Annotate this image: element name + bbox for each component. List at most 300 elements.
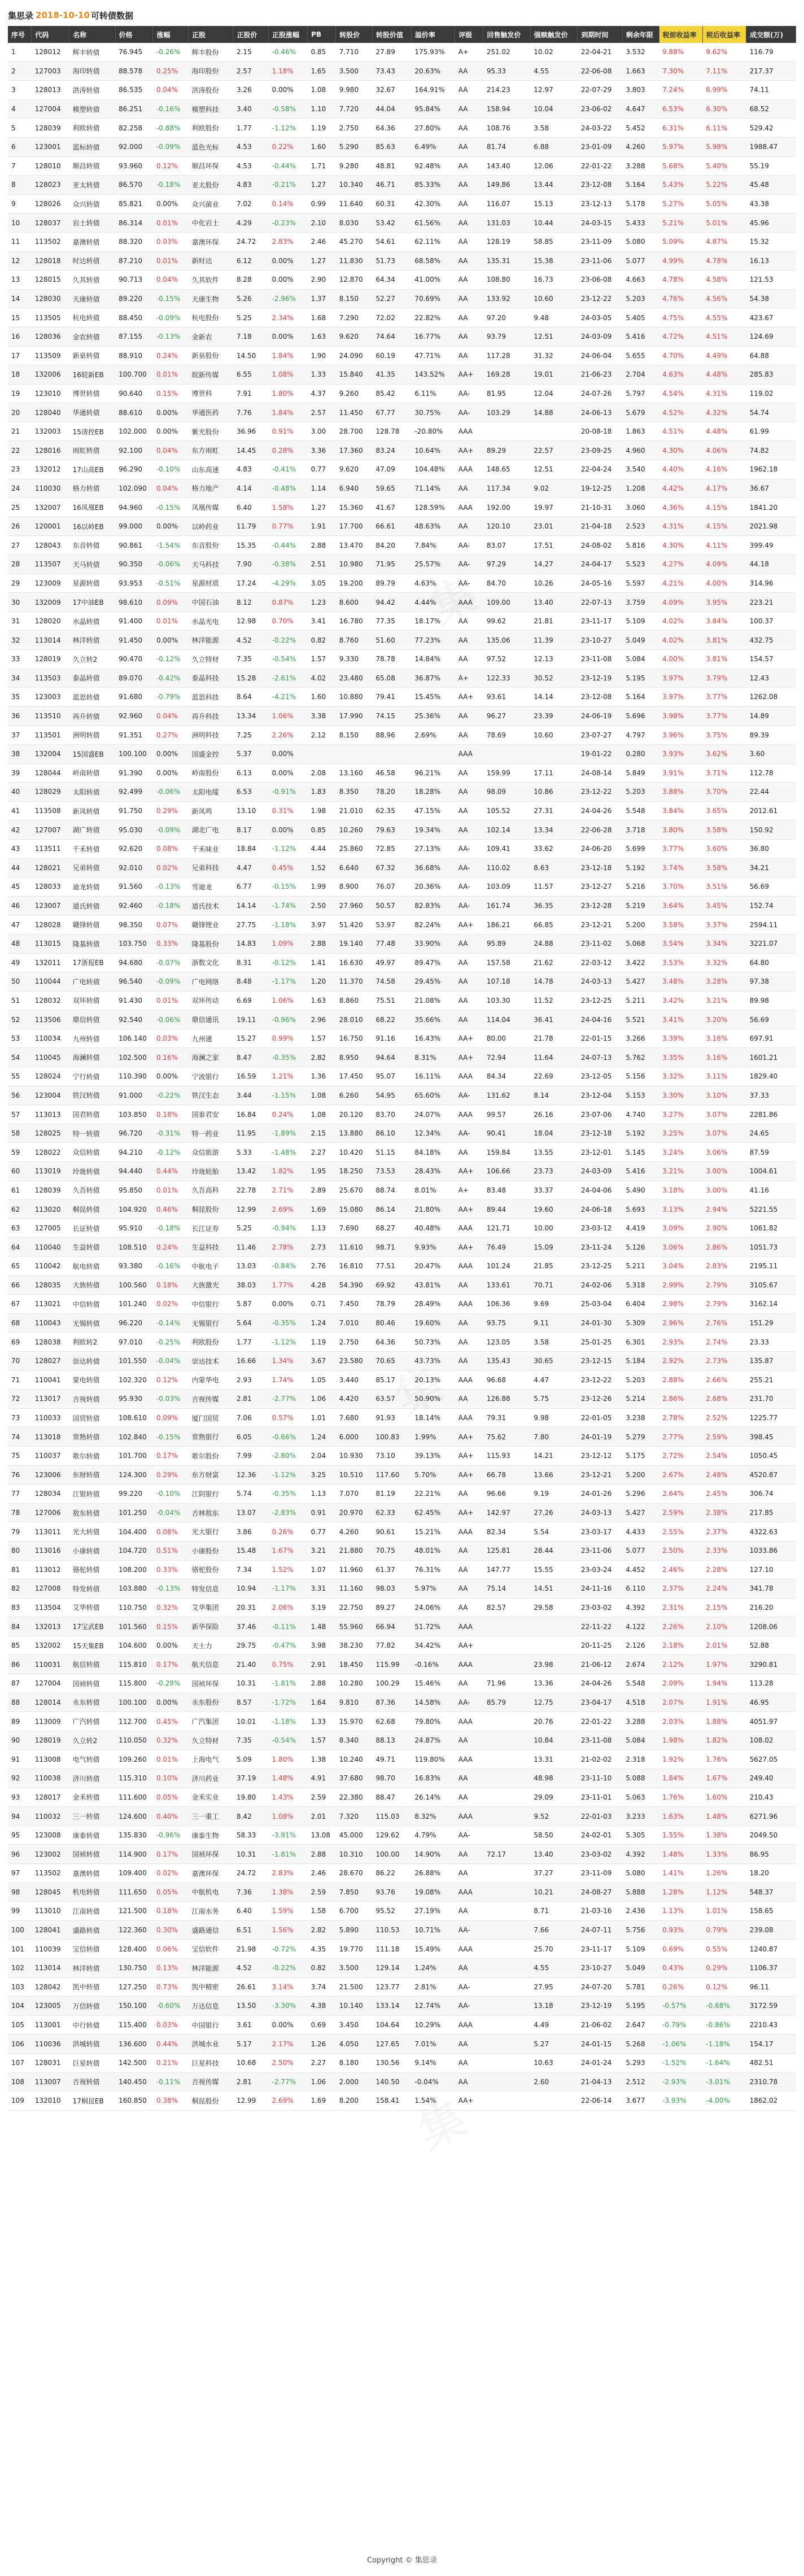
- table-cell[interactable]: 嘉澳转债: [69, 232, 115, 251]
- table-cell[interactable]: 17山高EB: [69, 460, 115, 479]
- column-header[interactable]: 正股: [189, 26, 233, 43]
- table-cell[interactable]: 国泰君安: [189, 1105, 233, 1124]
- table-cell[interactable]: 128016: [32, 441, 69, 460]
- table-row[interactable]: [8, 1940, 796, 1959]
- table-cell[interactable]: 17中油EB: [69, 593, 115, 612]
- table-cell[interactable]: 电气转债: [69, 1750, 115, 1769]
- table-cell[interactable]: 海印股份: [189, 62, 233, 81]
- table-cell[interactable]: 三一重工: [189, 1807, 233, 1826]
- table-cell[interactable]: 132007: [32, 498, 69, 517]
- table-row[interactable]: [8, 498, 796, 517]
- table-cell[interactable]: 新泉股份: [189, 346, 233, 365]
- table-cell[interactable]: 132011: [32, 953, 69, 972]
- table-cell[interactable]: 小康转债: [69, 1541, 115, 1560]
- table-cell[interactable]: 17浙报EB: [69, 953, 115, 972]
- table-row[interactable]: [8, 593, 796, 612]
- table-cell[interactable]: 久立特材: [189, 650, 233, 669]
- table-cell[interactable]: 玲珑轮胎: [189, 1162, 233, 1181]
- table-cell[interactable]: 上海电气: [189, 1750, 233, 1769]
- table-cell[interactable]: 128017: [32, 1788, 69, 1807]
- table-cell[interactable]: 利欧转债: [69, 119, 115, 138]
- table-cell[interactable]: 17宝武EB: [69, 1617, 115, 1636]
- table-row[interactable]: [8, 991, 796, 1010]
- site-name[interactable]: 集思录: [8, 10, 34, 21]
- table-cell[interactable]: 桐昆股份: [189, 1200, 233, 1219]
- table-cell[interactable]: 中航机电: [189, 1883, 233, 1902]
- table-cell[interactable]: 国祯转债: [69, 1845, 115, 1864]
- table-cell[interactable]: 113503: [32, 669, 69, 688]
- table-cell[interactable]: 特一药业: [189, 1124, 233, 1143]
- table-row[interactable]: [8, 953, 796, 972]
- table-row[interactable]: [8, 213, 796, 233]
- table-cell[interactable]: 132012: [32, 460, 69, 479]
- table-cell[interactable]: 宝信软件: [189, 1940, 233, 1959]
- column-header[interactable]: 溢价率: [411, 26, 455, 43]
- table-row[interactable]: [8, 251, 796, 270]
- table-cell[interactable]: 128036: [32, 327, 69, 346]
- table-cell[interactable]: 113021: [32, 1295, 69, 1314]
- table-cell[interactable]: 崇达转债: [69, 1351, 115, 1370]
- table-cell[interactable]: 赣锋锂业: [189, 915, 233, 935]
- table-row[interactable]: [8, 1124, 796, 1143]
- table-row[interactable]: [8, 650, 796, 669]
- table-row[interactable]: [8, 308, 796, 328]
- table-cell[interactable]: 千禾味业: [189, 839, 233, 858]
- table-cell[interactable]: 113502: [32, 232, 69, 251]
- table-cell[interactable]: 132003: [32, 422, 69, 441]
- table-cell[interactable]: 机电转债: [69, 1883, 115, 1902]
- table-row[interactable]: [8, 801, 796, 820]
- table-cell[interactable]: 吉视转债: [69, 2072, 115, 2092]
- table-cell[interactable]: 113506: [32, 1010, 69, 1029]
- table-cell[interactable]: 132009: [32, 593, 69, 612]
- table-cell[interactable]: 歌尔股份: [189, 1446, 233, 1465]
- table-cell[interactable]: 鼎信通讯: [189, 1010, 233, 1029]
- table-row[interactable]: [8, 726, 796, 745]
- table-cell[interactable]: 泰晶转债: [69, 669, 115, 688]
- table-row[interactable]: [8, 915, 796, 935]
- table-row[interactable]: [8, 1181, 796, 1200]
- table-cell[interactable]: 127005: [32, 1219, 69, 1238]
- table-cell[interactable]: 洪涛股份: [189, 81, 233, 100]
- table-cell[interactable]: 120001: [32, 517, 69, 536]
- table-row[interactable]: [8, 1105, 796, 1124]
- table-cell[interactable]: 17桐昆EB: [69, 2092, 115, 2111]
- table-cell[interactable]: 道氏技术: [189, 896, 233, 915]
- table-cell[interactable]: 127003: [32, 62, 69, 81]
- table-cell[interactable]: 内蒙华电: [189, 1370, 233, 1390]
- table-cell[interactable]: 新时达: [189, 251, 233, 270]
- table-cell[interactable]: 123002: [32, 1845, 69, 1864]
- table-cell[interactable]: 鼎信转债: [69, 1010, 115, 1029]
- table-row[interactable]: [8, 1617, 796, 1636]
- table-cell[interactable]: 吉视传媒: [189, 1390, 233, 1409]
- table-cell[interactable]: 广汽集团: [189, 1712, 233, 1731]
- table-row[interactable]: [8, 1162, 796, 1181]
- table-cell[interactable]: 湖广转债: [69, 820, 115, 840]
- table-cell[interactable]: 128042: [32, 1977, 69, 1997]
- table-cell[interactable]: 128039: [32, 1181, 69, 1200]
- table-cell[interactable]: 洪城转债: [69, 2034, 115, 2054]
- table-cell[interactable]: 生益转债: [69, 1238, 115, 1257]
- table-row[interactable]: [8, 460, 796, 479]
- table-cell[interactable]: 128040: [32, 403, 69, 422]
- table-cell[interactable]: 骆驼转债: [69, 1560, 115, 1579]
- table-row[interactable]: [8, 441, 796, 460]
- table-cell[interactable]: 久立特材: [189, 1731, 233, 1750]
- table-cell[interactable]: 艾华转债: [69, 1598, 115, 1617]
- table-cell[interactable]: 海印转债: [69, 62, 115, 81]
- table-cell[interactable]: 113001: [32, 2015, 69, 2034]
- table-cell[interactable]: 128012: [32, 43, 69, 62]
- table-cell[interactable]: 113510: [32, 706, 69, 726]
- table-cell[interactable]: 123008: [32, 1826, 69, 1845]
- table-cell[interactable]: 顺昌转债: [69, 156, 115, 176]
- table-cell[interactable]: 113501: [32, 726, 69, 745]
- table-cell[interactable]: 110036: [32, 2034, 69, 2054]
- table-row[interactable]: [8, 1674, 796, 1693]
- table-row[interactable]: [8, 1446, 796, 1465]
- table-cell[interactable]: 东音股份: [189, 536, 233, 555]
- table-row[interactable]: [8, 1370, 796, 1390]
- table-row[interactable]: [8, 1503, 796, 1522]
- table-cell[interactable]: 128014: [32, 1693, 69, 1712]
- column-header[interactable]: 正股价: [233, 26, 269, 43]
- table-cell[interactable]: 新凤转债: [69, 801, 115, 820]
- table-row[interactable]: [8, 1522, 796, 1542]
- table-row[interactable]: [8, 574, 796, 593]
- table-row[interactable]: [8, 2034, 796, 2054]
- table-row[interactable]: [8, 1086, 796, 1105]
- column-header[interactable]: 涨幅: [153, 26, 189, 43]
- table-cell[interactable]: 123009: [32, 574, 69, 593]
- table-cell[interactable]: 113016: [32, 1541, 69, 1560]
- table-cell[interactable]: 国君转债: [69, 1105, 115, 1124]
- table-cell[interactable]: 湖北广电: [189, 820, 233, 840]
- table-row[interactable]: [8, 820, 796, 840]
- table-cell[interactable]: 110045: [32, 1048, 69, 1067]
- table-cell[interactable]: 123007: [32, 896, 69, 915]
- column-header[interactable]: 剩余年限: [622, 26, 659, 43]
- table-cell[interactable]: 113009: [32, 1712, 69, 1731]
- table-row[interactable]: [8, 156, 796, 176]
- table-cell[interactable]: 128038: [32, 1333, 69, 1352]
- table-cell[interactable]: 16以岭EB: [69, 517, 115, 536]
- table-cell[interactable]: 国贸转债: [69, 1408, 115, 1427]
- table-cell[interactable]: 桐昆转债: [69, 1200, 115, 1219]
- table-row[interactable]: [8, 384, 796, 403]
- table-cell[interactable]: 紫光股份: [189, 422, 233, 441]
- column-header[interactable]: 成交额(万): [746, 26, 796, 43]
- table-cell[interactable]: 亚太转债: [69, 176, 115, 195]
- table-cell[interactable]: 128031: [32, 2053, 69, 2072]
- table-row[interactable]: [8, 1977, 796, 1997]
- table-row[interactable]: [8, 839, 796, 858]
- table-cell[interactable]: 亚太股份: [189, 176, 233, 195]
- table-row[interactable]: [8, 1750, 796, 1769]
- table-row[interactable]: [8, 2053, 796, 2072]
- table-cell[interactable]: 128044: [32, 763, 69, 783]
- table-cell[interactable]: 128019: [32, 650, 69, 669]
- table-cell[interactable]: 九州转债: [69, 1029, 115, 1048]
- table-cell[interactable]: 山东高速: [189, 460, 233, 479]
- table-cell[interactable]: 113020: [32, 1200, 69, 1219]
- table-cell[interactable]: 模塑科技: [189, 99, 233, 119]
- table-cell[interactable]: 广电转债: [69, 972, 115, 992]
- table-cell[interactable]: 大族激光: [189, 1276, 233, 1295]
- table-row[interactable]: [8, 1769, 796, 1788]
- table-row[interactable]: [8, 1067, 796, 1086]
- table-cell[interactable]: 特一转债: [69, 1124, 115, 1143]
- table-cell[interactable]: 中航电子: [189, 1257, 233, 1276]
- table-cell[interactable]: 128045: [32, 1883, 69, 1902]
- table-cell[interactable]: 113511: [32, 839, 69, 858]
- table-cell[interactable]: 久吾转债: [69, 1181, 115, 1200]
- table-cell[interactable]: 众信转债: [69, 1143, 115, 1162]
- table-cell[interactable]: 113509: [32, 346, 69, 365]
- table-row[interactable]: [8, 1579, 796, 1599]
- table-cell[interactable]: 水晶光电: [189, 612, 233, 631]
- table-cell[interactable]: 110032: [32, 1807, 69, 1826]
- table-cell[interactable]: 113012: [32, 1560, 69, 1579]
- table-cell[interactable]: 林洋能源: [189, 1958, 233, 1977]
- table-row[interactable]: [8, 137, 796, 156]
- table-row[interactable]: [8, 119, 796, 138]
- table-cell[interactable]: 127008: [32, 1579, 69, 1599]
- table-cell[interactable]: 永东股份: [189, 1693, 233, 1712]
- table-cell[interactable]: 长证转债: [69, 1219, 115, 1238]
- table-row[interactable]: [8, 1598, 796, 1617]
- column-header[interactable]: 名称: [69, 26, 115, 43]
- table-row[interactable]: [8, 1560, 796, 1579]
- table-cell[interactable]: 洲明转债: [69, 726, 115, 745]
- table-row[interactable]: [8, 858, 796, 877]
- table-cell[interactable]: 格力地产: [189, 479, 233, 498]
- table-cell[interactable]: 嘉澳环保: [189, 232, 233, 251]
- table-cell[interactable]: 江南水务: [189, 1902, 233, 1921]
- table-cell[interactable]: 金新农: [189, 327, 233, 346]
- table-row[interactable]: [8, 81, 796, 100]
- table-cell[interactable]: 光大转债: [69, 1522, 115, 1542]
- table-cell[interactable]: 128030: [32, 289, 69, 308]
- table-cell[interactable]: 博世转债: [69, 384, 115, 403]
- table-cell[interactable]: 航电转债: [69, 1257, 115, 1276]
- table-cell[interactable]: 星源材质: [189, 574, 233, 593]
- table-cell[interactable]: 众兴菌业: [189, 194, 233, 213]
- table-cell[interactable]: 128028: [32, 915, 69, 935]
- table-cell[interactable]: 金禾转债: [69, 1788, 115, 1807]
- table-row[interactable]: [8, 176, 796, 195]
- table-cell[interactable]: 127006: [32, 1503, 69, 1522]
- table-cell[interactable]: 千禾转债: [69, 839, 115, 858]
- table-row[interactable]: [8, 1693, 796, 1712]
- column-header[interactable]: 税后收益率: [702, 26, 746, 43]
- table-cell[interactable]: 再升转债: [69, 706, 115, 726]
- table-cell[interactable]: 辉丰转债: [69, 43, 115, 62]
- table-cell[interactable]: 110042: [32, 1257, 69, 1276]
- table-cell[interactable]: 再升科技: [189, 706, 233, 726]
- table-cell[interactable]: 盛路转债: [69, 1920, 115, 1940]
- table-cell[interactable]: 110043: [32, 1313, 69, 1333]
- table-row[interactable]: [8, 1238, 796, 1257]
- table-cell[interactable]: 九州通: [189, 1029, 233, 1048]
- table-cell[interactable]: 新泉转债: [69, 346, 115, 365]
- table-row[interactable]: [8, 1010, 796, 1029]
- table-cell[interactable]: 128033: [32, 877, 69, 897]
- table-cell[interactable]: 113019: [32, 1162, 69, 1181]
- column-header[interactable]: 价格: [115, 26, 153, 43]
- table-cell[interactable]: 星源转债: [69, 574, 115, 593]
- table-cell[interactable]: 久其软件: [189, 270, 233, 290]
- column-header[interactable]: 到期时间: [578, 26, 622, 43]
- table-cell[interactable]: 110040: [32, 1238, 69, 1257]
- table-row[interactable]: [8, 99, 796, 119]
- table-row[interactable]: [8, 1731, 796, 1750]
- table-row[interactable]: [8, 612, 796, 631]
- table-cell[interactable]: 华通转债: [69, 403, 115, 422]
- table-cell[interactable]: 123010: [32, 384, 69, 403]
- table-cell[interactable]: 江阴银行: [189, 1485, 233, 1504]
- table-cell[interactable]: 蓝标转债: [69, 137, 115, 156]
- table-cell[interactable]: 江银转债: [69, 1485, 115, 1504]
- table-cell[interactable]: 宁行转债: [69, 1067, 115, 1086]
- table-cell[interactable]: 吉视转债: [69, 1390, 115, 1409]
- table-cell[interactable]: 华通医药: [189, 403, 233, 422]
- table-cell[interactable]: 蓝思科技: [189, 688, 233, 707]
- table-row[interactable]: [8, 403, 796, 422]
- table-row[interactable]: [8, 934, 796, 953]
- table-row[interactable]: [8, 1351, 796, 1370]
- table-row[interactable]: [8, 422, 796, 441]
- table-cell[interactable]: 113014: [32, 1958, 69, 1977]
- table-cell[interactable]: 宝信转债: [69, 1940, 115, 1959]
- table-row[interactable]: [8, 43, 796, 62]
- table-cell[interactable]: 蓝思转债: [69, 688, 115, 707]
- table-cell[interactable]: 132006: [32, 365, 69, 385]
- table-cell[interactable]: 格力转债: [69, 479, 115, 498]
- table-cell[interactable]: 110044: [32, 972, 69, 992]
- table-cell[interactable]: 128018: [32, 251, 69, 270]
- table-cell[interactable]: 久立转2: [69, 1731, 115, 1750]
- column-header[interactable]: 代码: [32, 26, 69, 43]
- table-cell[interactable]: 盛路通信: [189, 1920, 233, 1940]
- table-cell[interactable]: 太阳电缆: [189, 783, 233, 802]
- table-row[interactable]: [8, 1807, 796, 1826]
- table-cell[interactable]: 110041: [32, 1370, 69, 1390]
- table-row[interactable]: [8, 1712, 796, 1731]
- table-cell[interactable]: 铁汉转债: [69, 1086, 115, 1105]
- table-cell[interactable]: 光大银行: [189, 1522, 233, 1542]
- table-cell[interactable]: 113014: [32, 631, 69, 650]
- table-row[interactable]: [8, 1143, 796, 1162]
- table-cell[interactable]: 永东转债: [69, 1693, 115, 1712]
- table-cell[interactable]: 东方财富: [189, 1465, 233, 1485]
- table-cell[interactable]: 铁汉生态: [189, 1086, 233, 1105]
- table-cell[interactable]: 众兴转债: [69, 194, 115, 213]
- table-cell[interactable]: 国祯转债: [69, 1674, 115, 1693]
- column-header[interactable]: 正股涨幅: [269, 26, 308, 43]
- table-cell[interactable]: 110033: [32, 1408, 69, 1427]
- table-row[interactable]: [8, 1465, 796, 1485]
- table-row[interactable]: [8, 1920, 796, 1940]
- table-cell[interactable]: 利欧股份: [189, 1333, 233, 1352]
- table-cell[interactable]: 海澜之家: [189, 1048, 233, 1067]
- table-cell[interactable]: 众信旅游: [189, 1143, 233, 1162]
- table-cell[interactable]: 巨星转债: [69, 2053, 115, 2072]
- table-cell[interactable]: 常熟银行: [189, 1427, 233, 1447]
- table-cell[interactable]: 泰晶科技: [189, 669, 233, 688]
- table-cell[interactable]: 太阳转债: [69, 783, 115, 802]
- table-cell[interactable]: 123003: [32, 688, 69, 707]
- table-cell[interactable]: 金农转债: [69, 327, 115, 346]
- table-row[interactable]: [8, 972, 796, 992]
- table-cell[interactable]: 128035: [32, 1276, 69, 1295]
- table-cell[interactable]: 128010: [32, 156, 69, 176]
- table-cell[interactable]: 杭电股份: [189, 308, 233, 328]
- table-cell[interactable]: 16皖新EB: [69, 365, 115, 385]
- table-cell[interactable]: 113013: [32, 1105, 69, 1124]
- column-header[interactable]: 序号: [8, 26, 32, 43]
- table-cell[interactable]: 岭南转债: [69, 763, 115, 783]
- table-cell[interactable]: 16凤凰EB: [69, 498, 115, 517]
- table-cell[interactable]: 中信银行: [189, 1295, 233, 1314]
- table-row[interactable]: [8, 763, 796, 783]
- table-cell[interactable]: 特发信息: [189, 1579, 233, 1599]
- table-cell[interactable]: 吉林敖东: [189, 1503, 233, 1522]
- table-cell[interactable]: 128029: [32, 783, 69, 802]
- table-row[interactable]: [8, 1333, 796, 1352]
- table-cell[interactable]: 时达转债: [69, 251, 115, 270]
- table-row[interactable]: [8, 1826, 796, 1845]
- table-cell[interactable]: 骆驼股份: [189, 1560, 233, 1579]
- table-cell[interactable]: 128024: [32, 1067, 69, 1086]
- table-row[interactable]: [8, 1485, 796, 1504]
- table-cell[interactable]: 113505: [32, 308, 69, 328]
- table-row[interactable]: [8, 744, 796, 763]
- table-row[interactable]: [8, 1655, 796, 1674]
- table-cell[interactable]: 杭电转债: [69, 308, 115, 328]
- table-row[interactable]: [8, 1200, 796, 1219]
- table-cell[interactable]: 东财转债: [69, 1465, 115, 1485]
- table-cell[interactable]: 110037: [32, 1446, 69, 1465]
- table-row[interactable]: [8, 327, 796, 346]
- table-cell[interactable]: 110030: [32, 479, 69, 498]
- table-cell[interactable]: 中信转债: [69, 1295, 115, 1314]
- column-header[interactable]: 转股价: [336, 26, 373, 43]
- table-cell[interactable]: 特发转债: [69, 1579, 115, 1599]
- table-row[interactable]: [8, 1276, 796, 1295]
- table-cell[interactable]: 隆基转债: [69, 934, 115, 953]
- table-cell[interactable]: 113017: [32, 1390, 69, 1409]
- table-cell[interactable]: 123004: [32, 1086, 69, 1105]
- table-row[interactable]: [8, 1788, 796, 1807]
- table-cell[interactable]: 小康股份: [189, 1541, 233, 1560]
- table-cell[interactable]: 128027: [32, 1351, 69, 1370]
- table-row[interactable]: [8, 289, 796, 308]
- table-cell[interactable]: 道氏转债: [69, 896, 115, 915]
- table-cell[interactable]: 崇达技术: [189, 1351, 233, 1370]
- table-cell[interactable]: 无锡转债: [69, 1313, 115, 1333]
- column-header[interactable]: 税前收益率: [659, 26, 702, 43]
- table-cell[interactable]: 127007: [32, 820, 69, 840]
- table-cell[interactable]: 模塑转债: [69, 99, 115, 119]
- table-cell[interactable]: 113008: [32, 1750, 69, 1769]
- table-cell[interactable]: 双环传动: [189, 991, 233, 1010]
- table-cell[interactable]: 雨虹转债: [69, 441, 115, 460]
- table-cell[interactable]: 歌尔转债: [69, 1446, 115, 1465]
- column-header[interactable]: 强赎触发价: [530, 26, 578, 43]
- table-cell[interactable]: 15清控EB: [69, 422, 115, 441]
